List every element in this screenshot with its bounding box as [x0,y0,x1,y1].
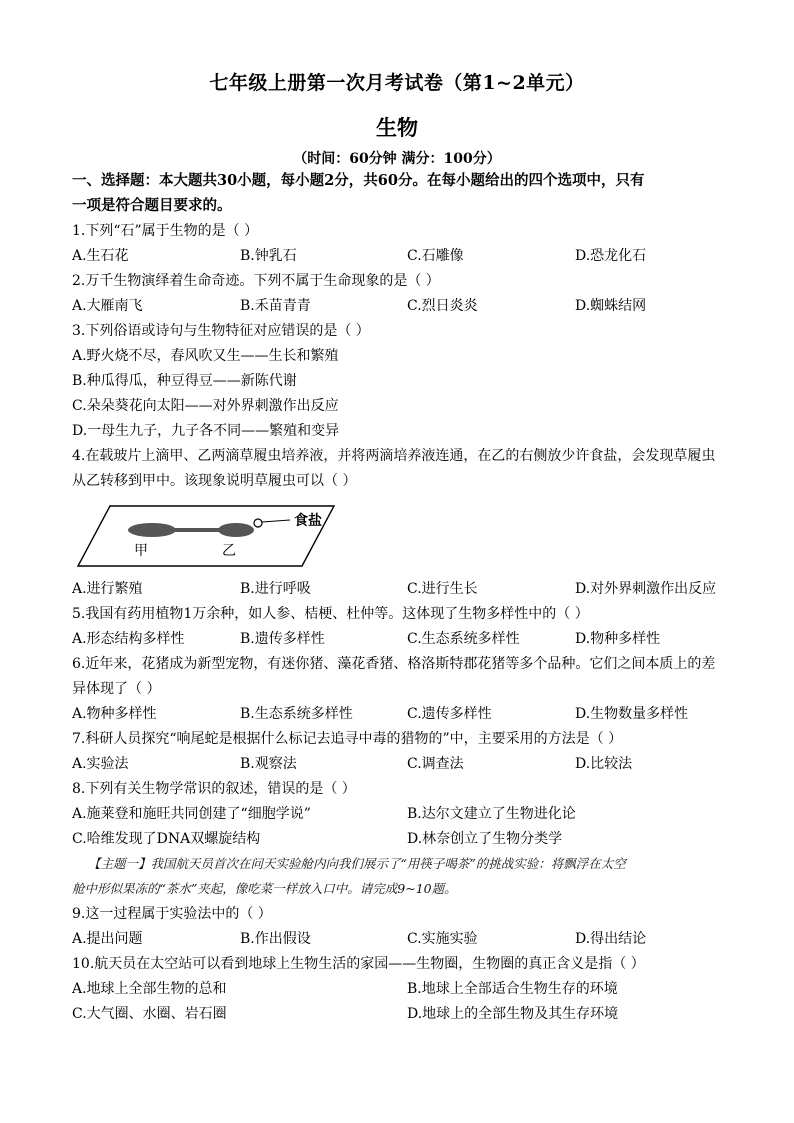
question-6-stem-line-1: 6.近年来，花猪成为新型宠物，有迷你猪、藻花香猪、格洛斯特郡花猪等多个品种。它们之间本质上的差 [72,656,716,672]
question-10-stem: 10.航天员在太空站可以看到地球上生物生活的家园——生物圈，生物圈的真正含义是指（ ） [72,956,645,972]
q5-option-d: D.物种多样性 [575,631,661,647]
q7-option-a: A.实验法 [72,756,129,772]
q8-option-a: A.施莱登和施旺共同创建了“细胞学说” [72,806,311,822]
q9-option-c: C.实施实验 [407,931,478,947]
exam-info: （时间：60分钟 满分：100分） [293,151,501,167]
q2-option-b: B.禾苗青青 [240,298,311,314]
q9-option-a: A.提出问题 [72,931,143,947]
question-4-stem-line-2: 从乙转移到甲中。该现象说明草履虫可以（ ） [72,473,357,489]
salt-pointer-line [262,520,290,522]
q4-option-c: C.进行生长 [407,581,478,597]
paramecium-slide-figure [72,502,342,570]
theme-1-intro-line-2: 舱中形似果冻的“茶水”夹起，像吃菜一样放入口中。请完成9~10题。 [72,881,457,896]
q1-option-c: C.石雕像 [407,248,464,264]
q3-option-a: A.野火烧不尽，春风吹又生——生长和繁殖 [72,348,339,364]
q8-option-b: B.达尔文建立了生物进化论 [407,806,576,822]
theme-1-intro-line-1: 【主题一】我国航天员首次在问天实验舱内向我们展示了“用筷子喝茶”的挑战实验：将飘浮在太空 [88,856,626,871]
q1-option-a: A.生石花 [72,248,129,264]
question-3-stem: 3.下列俗语或诗句与生物特征对应错误的是（ ） [72,323,370,339]
q4-option-b: B.进行呼吸 [240,581,311,597]
exam-title: 七年级上册第一次月考试卷（第1~2单元） [209,72,585,94]
q3-option-d: D.一母生九子，九子各不同——繁殖和变异 [72,423,340,439]
question-5-stem: 5.我国有药用植物1万余种，如人参、桔梗、杜仲等。这体现了生物多样性中的（ ） [72,606,589,622]
q5-option-a: A.形态结构多样性 [72,631,185,647]
salt-grain [254,519,262,527]
q7-option-d: D.比较法 [575,756,633,772]
q2-option-a: A.大雁南飞 [72,298,143,314]
question-8-stem: 8.下列有关生物学常识的叙述，错误的是（ ） [72,781,356,797]
question-4-stem-line-1: 4.在载玻片上滴甲、乙两滴草履虫培养液，并将两滴培养液连通，在乙的右侧放少许食盐，会发现草履虫 [72,448,716,464]
q6-option-c: C.遗传多样性 [407,706,492,722]
q4-option-a: A.进行繁殖 [72,581,143,597]
q8-option-c: C.哈维发现了DNA双螺旋结构 [72,831,261,847]
subject-title: 生物 [376,115,418,140]
q10-option-b: B.地球上全部适合生物生存的环境 [407,981,618,997]
section-heading-line-2: 一项是符合题目要求的。 [72,197,232,214]
question-6-stem-line-2: 异体现了（ ） [72,681,161,697]
question-9-stem: 9.这一过程属于实验法中的（ ） [72,906,272,922]
label-jia: 甲 [134,543,148,559]
q7-option-c: C.调查法 [407,756,464,772]
section-heading-line-1: 一、选择题：本大题共30小题，每小题2分，共60分。在每小题给出的四个选项中，只有 [72,172,645,189]
q6-option-a: A.物种多样性 [72,706,157,722]
q9-option-d: D.得出结论 [575,931,647,947]
q10-option-c: C.大气圈、水圈、岩石圈 [72,1006,227,1022]
question-7-stem: 7.科研人员探究“响尾蛇是根据什么标记去追寻中毒的猎物的”中，主要采用的方法是（ ） [72,731,623,747]
question-2-stem: 2.万千生物演绎着生命奇迹。下列不属于生命现象的是（ ） [72,273,440,289]
q10-option-a: A.地球上全部生物的总和 [72,981,227,997]
q4-option-d: D.对外界刺激作出反应 [575,581,717,597]
q3-option-c: C.朵朵葵花向太阳——对外界刺激作出反应 [72,398,339,414]
q5-option-b: B.遗传多样性 [240,631,325,647]
q6-option-b: B.生态系统多样性 [240,706,353,722]
q6-option-d: D.生物数量多样性 [575,706,689,722]
drop-yi [218,523,254,537]
q10-option-d: D.地球上的全部生物及其生存环境 [407,1006,619,1022]
q1-option-b: B.钟乳石 [240,248,297,264]
q2-option-d: D.蜘蛛结网 [575,298,647,314]
drop-jia [128,523,176,537]
q7-option-b: B.观察法 [240,756,297,772]
q2-option-c: C.烈日炎炎 [407,298,478,314]
q9-option-b: B.作出假设 [240,931,311,947]
q1-option-d: D.恐龙化石 [575,248,647,264]
q3-option-b: B.种瓜得瓜，种豆得豆——新陈代谢 [72,373,297,389]
q8-option-d: D.林奈创立了生物分类学 [407,831,563,847]
label-salt: 食盐 [294,513,322,529]
question-1-stem: 1.下列“石”属于生物的是（ ） [72,223,259,239]
q5-option-c: C.生态系统多样性 [407,631,520,647]
label-yi: 乙 [222,543,236,559]
